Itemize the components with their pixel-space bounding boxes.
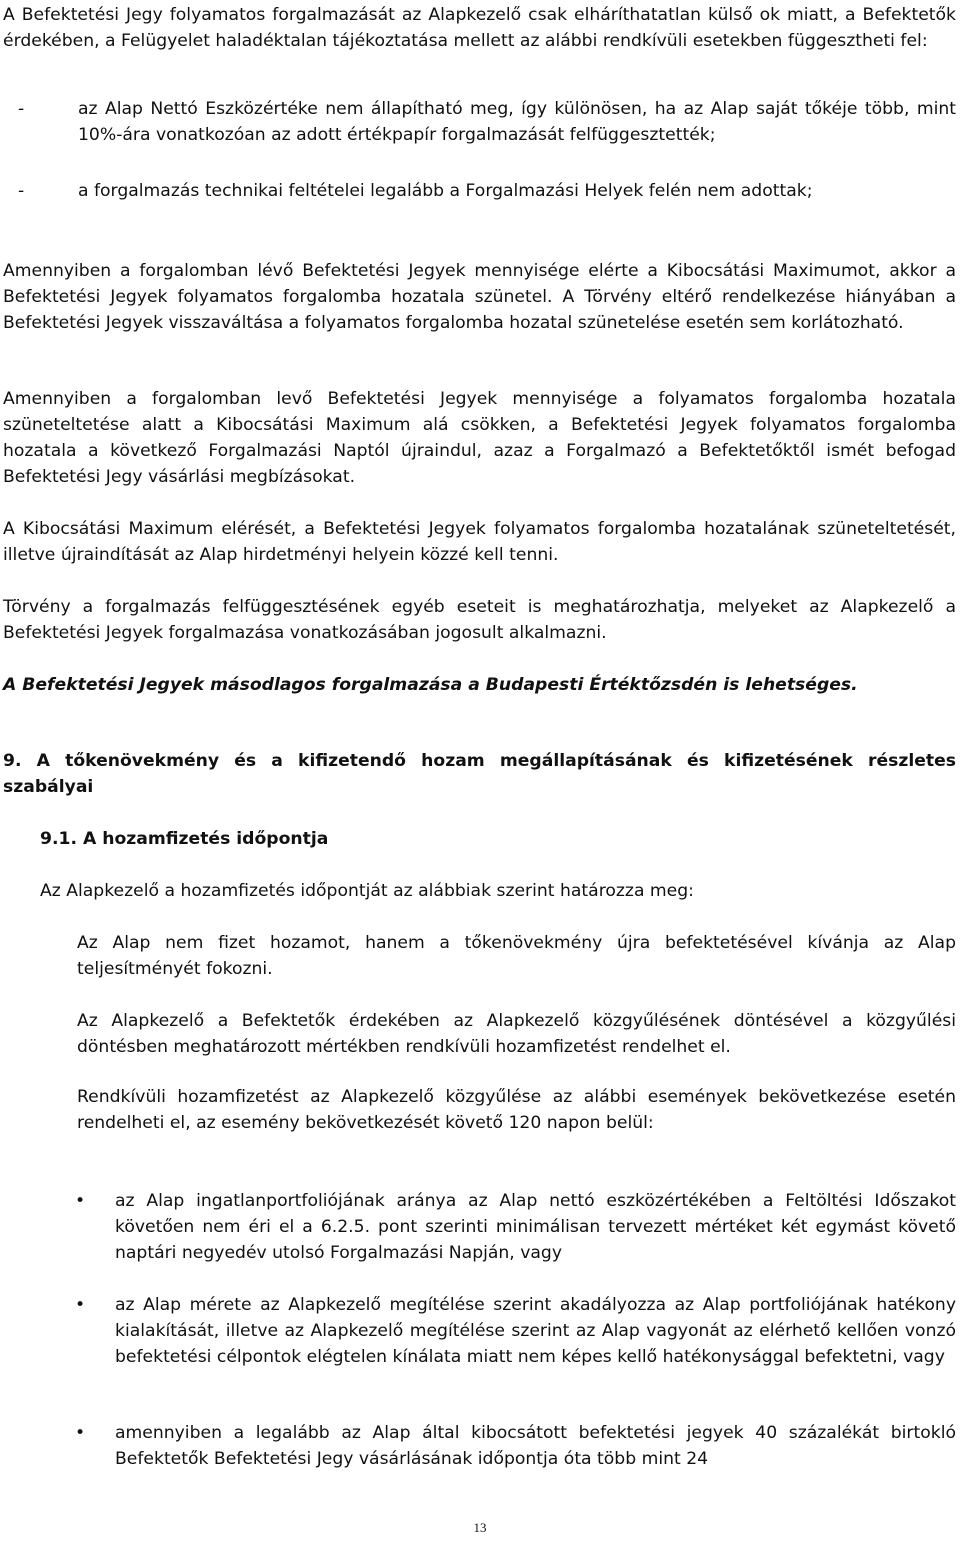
paragraph-payment-date-intro: Az Alapkezelő a hozamfizetés időpontját az alábbiak szerint határozza meg: (40, 881, 694, 901)
bullet-marker: • (75, 1191, 86, 1211)
list-item-bullet-2 (75, 1292, 956, 1370)
list-item-bullet-1 (75, 1188, 956, 1266)
paragraph-law: Törvény a forgalmazás felfüggesztésének egyéb eseteit is meghatározhatja, melyeket az Alapkezelő a Befektetési Jegyek forgalmazása vonatkozásában jogosult alkalmazni. (3, 597, 956, 643)
list-item-text: az Alap Nettó Eszközértéke nem állapítható meg, így különösen, ha az Alap saját tőkéje több, mint 10%-ára vonatkozóan az adott értékpapír forgalmazását felfüggesztették; (78, 99, 956, 145)
page-number: 13 (473, 1520, 487, 1535)
paragraph-yield-events: Rendkívüli hozamfizetést az Alapkezelő közgyűlése az alábbi események bekövetkezése esetén rendelheti el, az esemény bekövetkezését követő 120 napon belül: (77, 1087, 956, 1133)
paragraph-suspension-intro: A Befektetési Jegy folyamatos forgalmazását az Alapkezelő csak elháríthatatlan külső ok miatt, a Befektetők érdekében, a Felügyelet haladéktalan tájékoztatása mellett az alábbi rendkívüli esetekben függesztheti fel: (3, 5, 956, 51)
list-item-dash-2 (18, 178, 956, 204)
list-item-text: az Alap mérete az Alapkezelő megítélése szerint akadályozza az Alap portfoliójának hatékony kialakítását, illetve az Alapkezelő megítélése szerint az Alap vagyonát az elérhető kellően vonzó befektetési célpontok elégtelen kínálata miatt nem képes kellő hatékonysággal befektetni, vagy (115, 1295, 956, 1367)
dash-marker: - (18, 181, 25, 201)
paragraph-announcement: A Kibocsátási Maximum elérését, a Befektetési Jegyek folyamatos forgalomba hozatalának szüneteltetését, illetve újraindítását az Alap hirdetményi helyein közzé kell tenni. (3, 519, 956, 565)
bullet-marker: • (75, 1295, 86, 1315)
list-item-text: az Alap ingatlanportfoliójának aránya az Alap nettó eszközértékében a Feltöltési Időszakot követően nem éri el a 6.2.5. pont szerinti minimálisan tervezett mértéket két egymást követő naptári negyedév utolsó Forgalmazási Napján, vagy (115, 1191, 956, 1263)
list-item-text: amennyiben a legalább az Alap által kibocsátott befektetési jegyek 40 százalékát birtokló Befektetők Befektetési Jegy vásárlásának időpontja óta több mint 24 (115, 1423, 956, 1469)
paragraph-secondary-market: A Befektetési Jegyek másodlagos forgalmazása a Budapesti Értéktőzsdén is lehetséges. (3, 675, 858, 695)
list-item-text: a forgalmazás technikai feltételei legalább a Forgalmazási Helyek felén nem adottak; (78, 181, 813, 201)
paragraph-restart: Amennyiben a forgalomban levő Befektetési Jegyek mennyisége a folyamatos forgalomba hozatala szüneteltetése alatt a Kibocsátási Maximum alá csökken, a Befektetési Jegyek folyamatos forgalomba hozatala a következő Forgalmazási Naptól újraindul, azaz a Forgalmazó a Befektetőktől ismét befogad Befektetési Jegy vásárlási megbízásokat. (3, 389, 956, 487)
paragraph-issuance-maximum: Amennyiben a forgalomban lévő Befektetési Jegyek mennyisége elérte a Kibocsátási Maximumot, akkor a Befektetési Jegyek folyamatos forgalomba hozatala szünetel. A Törvény eltérő rendelkezése hiányában a Befektetési Jegyek visszaváltása a folyamatos forgalomba hozatal szünetelése esetén sem korlátozható. (3, 261, 956, 333)
list-item-dash-1 (18, 96, 956, 148)
paragraph-extraordinary-yield: Az Alapkezelő a Befektetők érdekében az Alapkezelő közgyűlésének döntésével a közgyűlési döntésben meghatározott mértékben rendkívüli hozamfizetést rendelhet el. (77, 1011, 956, 1057)
paragraph-no-yield: Az Alap nem fizet hozamot, hanem a tőkenövekmény újra befektetésével kívánja az Alap teljesítményét fokozni. (77, 933, 956, 979)
section-heading-9: 9. A tőkenövekmény és a kifizetendő hozam megállapításának és kifizetésének részletes szabályai (3, 751, 956, 797)
bullet-marker: • (75, 1423, 86, 1443)
section-heading-9-1: 9.1. A hozamfizetés időpontja (40, 829, 329, 849)
list-item-bullet-3 (75, 1420, 956, 1472)
dash-marker: - (18, 99, 25, 119)
